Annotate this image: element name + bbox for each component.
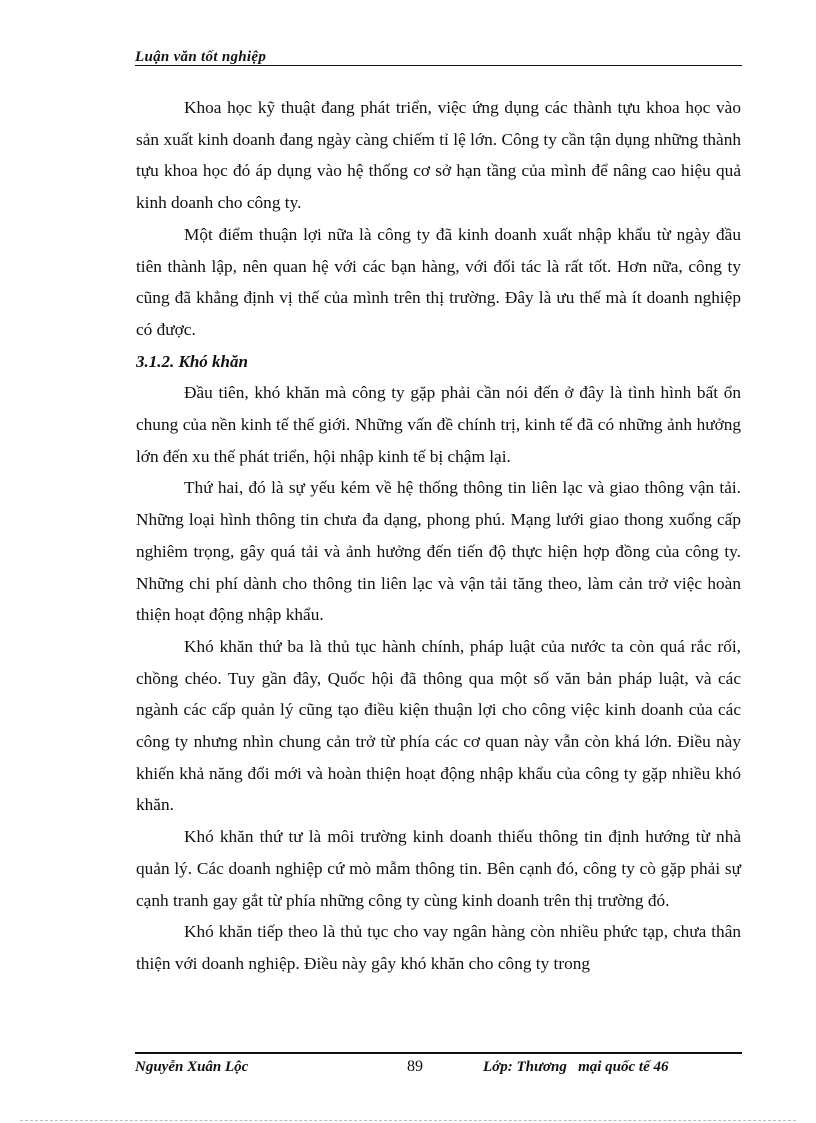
- page-header: [135, 48, 742, 68]
- paragraph: Thứ hai, đó là sự yếu kém về hệ thống thông tin liên lạc và giao thông vận tải. Những loại hình thông tin chưa đa dạng, phong phú. Mạng lưới giao thong xuống cấp nghiêm trọng, gây quá tải và ảnh hưởng đến tiến độ thực hiện hợp đồng của công ty. Những chi phí dành cho thông tin liên lạc và vận tải tăng theo, làm cản trở việc hoàn thiện hoạt động nhập khẩu.: [136, 478, 741, 625]
- header-rule: [135, 65, 742, 66]
- paragraph: Khó khăn thứ tư là môi trường kinh doanh thiếu thông tin định hướng từ nhà quản lý. Các doanh nghiệp cứ mò mẫm thông tin. Bên cạnh đó, công ty cò gặp phải sự cạnh tranh gay gắt từ phía những công ty cùng kinh doanh trên thị trường đó.: [136, 827, 741, 910]
- footer-rule: [135, 1052, 742, 1054]
- page-body: [136, 92, 741, 980]
- paragraph: Khó khăn thứ ba là thủ tục hành chính, pháp luật của nước ta còn quá rắc rối, chồng chéo. Tuy gần đây, Quốc hội đã thông qua một số văn bản pháp luật, và các ngành các cấp quản lý cũng tạo điều kiện thuận lợi cho công việc kinh doanh của các công ty nhưng nhìn chung cản trở từ phía các cơ quan này vẫn còn khá lớn. Điều này khiến khả năng đổi mới và hoàn thiện hoạt động nhập khẩu của công ty gặp nhiều khó khăn.: [136, 636, 741, 815]
- footer-author: Nguyễn Xuân Lộc: [135, 1059, 249, 1075]
- page-footer: [135, 1052, 742, 1082]
- paragraph: Khoa học kỹ thuật đang phát triển, việc ứng dụng các thành tựu khoa học vào sản xuất kinh doanh đang ngày càng chiếm tỉ lệ lớn. Công ty cần tận dụng những thành tựu khoa học đó áp dụng vào hệ thống cơ sở hạn tầng của mình để nâng cao hiệu quả kinh doanh cho công ty.: [136, 98, 741, 213]
- page-bottom-divider: [20, 1120, 796, 1121]
- page-number: 89: [407, 1058, 423, 1075]
- footer-class-label: Lớp: Thương mại quốc tế 46: [483, 1059, 669, 1075]
- paragraph: Một điểm thuận lợi nữa là công ty đã kinh doanh xuất nhập khẩu từ ngày đầu tiên thành lập, nên quan hệ với các bạn hàng, với đối tác là rất tốt. Hơn nữa, công ty cũng đã khẳng định vị thế của mình trên thị trường. Đây là ưu thế mà ít doanh nghiệp có được.: [136, 224, 741, 339]
- paragraph: Đầu tiên, khó khăn mà công ty gặp phải cần nói đến ở đây là tình hình bất ổn chung của nền kinh tế thế giới. Những vấn đề chính trị, kinh tế đã có những ảnh hưởng lớn đến xu thế phát triển, hội nhập kinh tế bị chậm lại.: [136, 383, 741, 466]
- paragraph: Khó khăn tiếp theo là thủ tục cho vay ngân hàng còn nhiều phức tạp, chưa thân thiện với doanh nghiệp. Điều này gây khó khăn cho công ty trong: [136, 922, 741, 973]
- section-heading: 3.1.2. Khó khăn: [136, 351, 248, 371]
- header-title: Luận văn tốt nghiệp: [135, 49, 267, 65]
